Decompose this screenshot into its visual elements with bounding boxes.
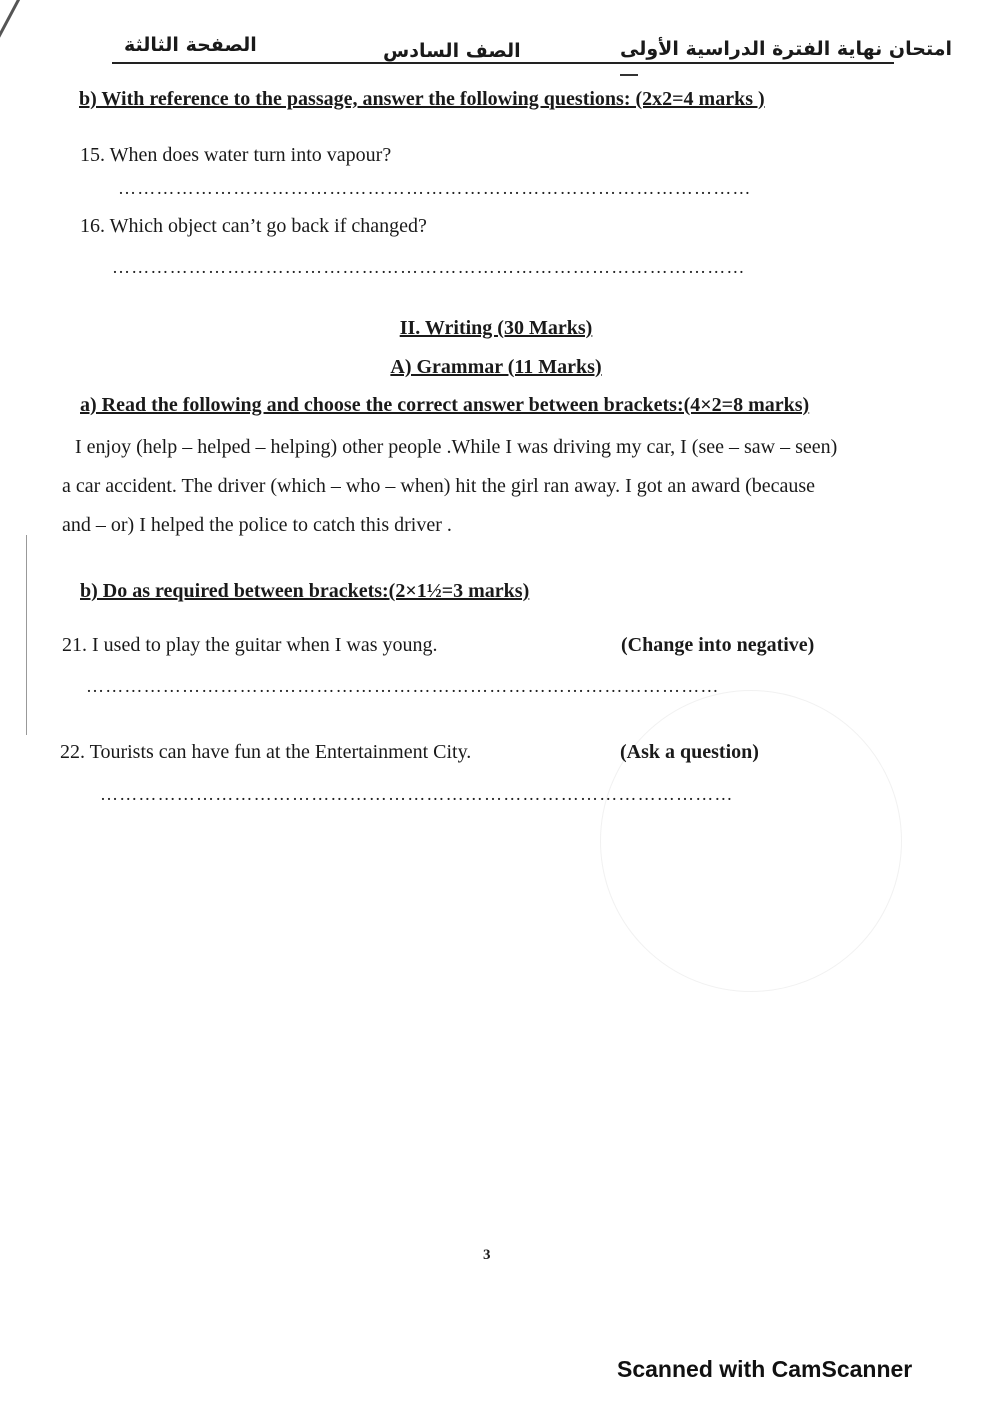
reading-heading: b) With reference to the passage, answer the following questions: (2x2=4 marks ) (79, 88, 765, 110)
stamp-watermark (600, 690, 902, 992)
writing-title: II. Writing (30 Marks) (399, 317, 593, 339)
part-b-heading: b) Do as required between brackets:(2×1½=3 marks) (80, 580, 530, 602)
question-22: 22. Tourists can have fun at the Entertainment City. (60, 741, 472, 763)
instruction-22: (Ask a question) (620, 741, 759, 763)
answer-line-16[interactable]: ……………………………………………………………………………………… (112, 257, 746, 277)
answer-line-15[interactable]: ……………………………………………………………………………………… (118, 178, 752, 198)
camscanner-footer: Scanned with CamScanner (617, 1356, 913, 1382)
scan-edge-line (0, 0, 25, 106)
writing-title-wrap (0, 317, 992, 340)
exam-title: امتحان نهاية الفترة الدراسية الأولى (620, 38, 952, 60)
scan-margin-line (26, 535, 27, 735)
part-a-line-2: a car accident. The driver (which – who – when) hit the girl ran away. I got an award (because (62, 475, 816, 497)
question-16: 16. Which object can’t go back if changed? (80, 215, 427, 237)
page-label: الصفحة الثالثة (124, 34, 257, 56)
page-number: 3 (483, 1247, 491, 1263)
question-21: 21. I used to play the guitar when I was young. (62, 634, 438, 656)
grammar-title-wrap (0, 356, 992, 379)
part-a-heading: a) Read the following and choose the correct answer between brackets:(4×2=8 marks) (80, 394, 810, 416)
part-a-line-3: and – or) I helped the police to catch this driver . (62, 514, 452, 536)
part-a-paragraph (62, 428, 937, 545)
question-15: 15. When does water turn into vapour? (80, 144, 392, 166)
grammar-title: A) Grammar (11 Marks) (390, 356, 602, 378)
header-tick-mark (620, 74, 638, 76)
answer-line-21[interactable]: ……………………………………………………………………………………… (86, 676, 720, 696)
answer-line-22[interactable]: ……………………………………………………………………………………… (100, 784, 734, 804)
header-divider (112, 62, 894, 64)
grade-label: الصف السادس (383, 40, 521, 62)
instruction-21: (Change into negative) (621, 634, 815, 656)
part-a-line-1: I enjoy (help – helped – helping) other people .While I was driving my car, I (see – saw – seen) (75, 436, 838, 458)
